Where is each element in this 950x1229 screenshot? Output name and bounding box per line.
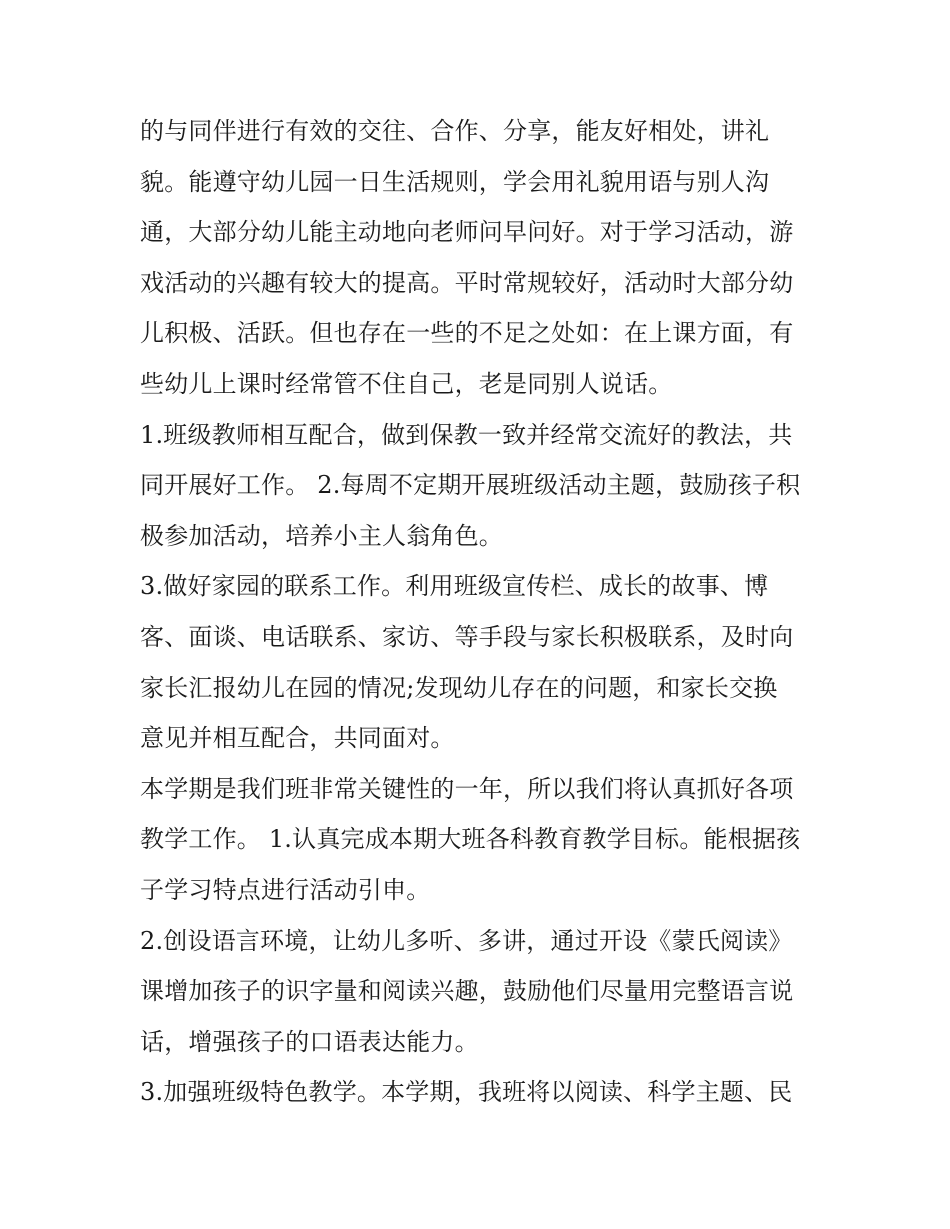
document-body bbox=[140, 106, 820, 1118]
text-line: 本学期是我们班非常关键性的一年，所以我们将认真抓好各项 bbox=[140, 774, 794, 803]
text-line: 教学工作。 1.认真完成本期大班各科教育教学目标。能根据孩 bbox=[140, 825, 801, 854]
text-line: 子学习特点进行活动引申。 bbox=[140, 875, 431, 904]
text-line: 2.创设语言环境，让幼儿多听、多讲，通过开设《蒙氏阅读》 bbox=[140, 926, 793, 955]
text-line: 1.班级教师相互配合，做到保教一致并经常交流好的教法，共 bbox=[140, 420, 793, 449]
text-line: 意见并相互配合，共同面对。 bbox=[140, 724, 455, 753]
text-line: 同开展好工作。 2.每周不定期开展班级活动主题，鼓励孩子积 bbox=[140, 471, 801, 500]
text-line: 些幼儿上课时经常管不住自己，老是同别人说话。 bbox=[140, 369, 673, 398]
text-line: 客、面谈、电话联系、家访、等手段与家长积极联系，及时向 bbox=[140, 622, 794, 651]
text-line: 3.做好家园的联系工作。利用班级宣传栏、成长的故事、博 bbox=[140, 572, 769, 601]
text-line: 课增加孩子的识字量和阅读兴趣，鼓励他们尽量用完整语言说 bbox=[140, 977, 794, 1006]
text-line: 儿积极、活跃。但也存在一些的不足之处如：在上课方面，有 bbox=[140, 319, 794, 348]
text-line: 貌。能遵守幼儿园一日生活规则，学会用礼貌用语与别人沟 bbox=[140, 167, 770, 196]
text-line: 3.加强班级特色教学。本学期，我班将以阅读、科学主题、民 bbox=[140, 1078, 793, 1107]
text-line: 的与同伴进行有效的交往、合作、分享，能友好相处，讲礼 bbox=[140, 117, 770, 145]
text-line: 话，增强孩子的口语表达能力。 bbox=[140, 1027, 479, 1056]
text-line: 极参加活动，培养小主人翁角色。 bbox=[140, 521, 503, 550]
text-line: 戏活动的兴趣有较大的提高。平时常规较好，活动时大部分幼 bbox=[140, 268, 794, 297]
text-line: 家长汇报幼儿在园的情况;发现幼儿存在的问题，和家长交换 bbox=[140, 673, 778, 702]
text-line: 通，大部分幼儿能主动地向老师问早问好。对于学习活动，游 bbox=[140, 218, 794, 247]
